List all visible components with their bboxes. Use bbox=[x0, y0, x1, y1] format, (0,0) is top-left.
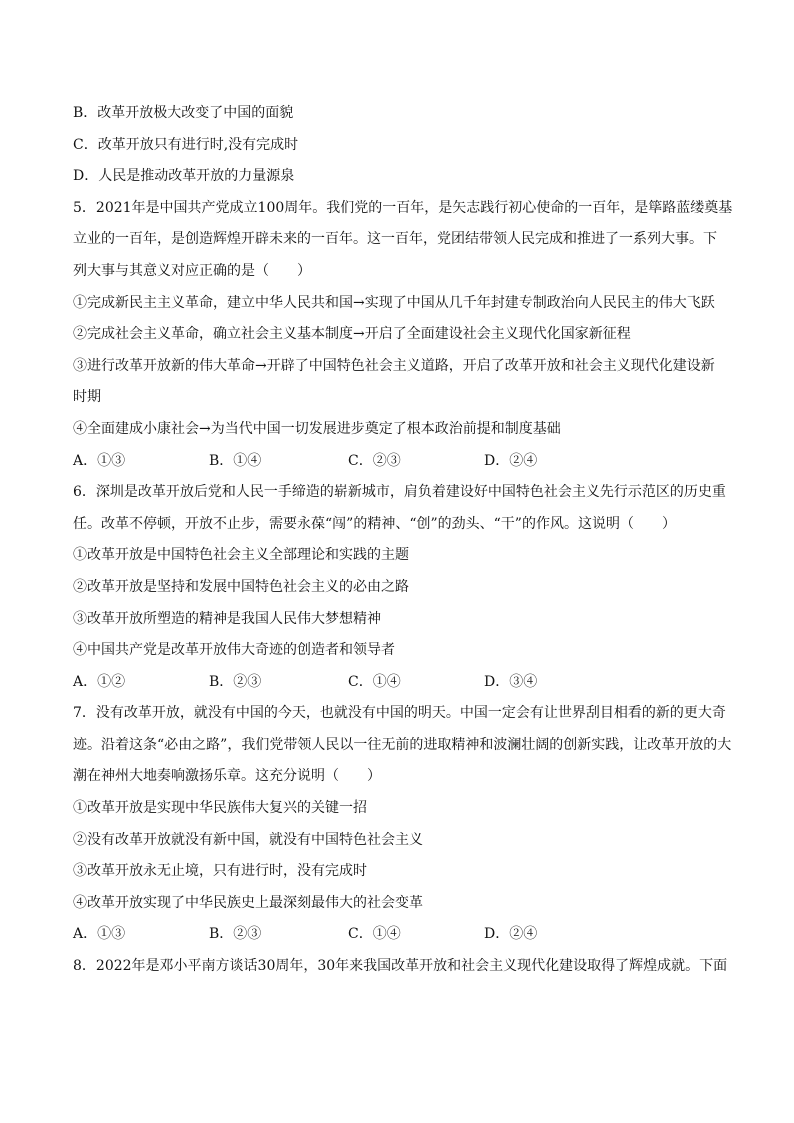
q7-statement-2: ②没有改革开放就没有新中国，就没有中国特色社会主义 bbox=[73, 831, 423, 848]
q6-statement-4: ④中国共产党是改革开放伟大奇迹的创造者和领导者 bbox=[73, 642, 395, 659]
q5-stem-line-3: 列大事与其意义对应正确的是（ ） bbox=[73, 262, 311, 279]
q5-statement-3-cont: 时期 bbox=[73, 389, 101, 406]
q6-statement-2: ②改革开放是坚持和发展中国特色社会主义的必由之路 bbox=[73, 578, 409, 595]
q6-choice-b: B．②③ bbox=[209, 673, 262, 690]
q6-choice-c: C．①④ bbox=[348, 673, 401, 690]
q7-stem-line-1: 7．没有改革开放，就没有中国的今天，也就没有中国的明天。中国一定会有让世界刮目相看的新的更大奇 bbox=[73, 705, 726, 722]
q5-stem-line-1: 5．2021年是中国共产党成立100周年。我们党的一百年，是矢志践行初心使命的一百年，是筚路蓝缕奠基 bbox=[73, 199, 733, 216]
q7-statement-3: ③改革开放永无止境，只有进行时，没有完成时 bbox=[73, 863, 367, 880]
q6-statement-3: ③改革开放所塑造的精神是我国人民伟大梦想精神 bbox=[73, 610, 381, 627]
q6-stem-line-1: 6．深圳是改革开放后党和人民一手缔造的崭新城市，肩负着建设好中国特色社会主义先行示范区的历史重 bbox=[73, 484, 726, 501]
q7-statement-4: ④改革开放实现了中华民族史上最深刻最伟大的社会变革 bbox=[73, 894, 423, 911]
exam-page bbox=[73, 98, 733, 983]
q7-choice-c: C．①④ bbox=[348, 926, 401, 943]
q5-statement-4: ④全面建成小康社会→为当代中国一切发展进步奠定了根本政治前提和制度基础 bbox=[73, 420, 561, 437]
q6-statement-1: ①改革开放是中国特色社会主义全部理论和实践的主题 bbox=[73, 547, 409, 564]
q7-stem-line-3: 潮在神州大地奏响激扬乐章。这充分说明（ ） bbox=[73, 768, 381, 785]
q5-choice-c: C．②③ bbox=[348, 452, 401, 469]
q6-choices bbox=[73, 667, 723, 699]
q6-choice-d: D．③④ bbox=[484, 673, 538, 690]
q5-statement-1: ①完成新民主主义革命，建立中华人民共和国→实现了中国从几千年封建专制政治向人民民主的伟大飞跃 bbox=[73, 294, 715, 311]
q7-stem-line-2: 迹。沿着这条“必由之路”，我们党带领人民以一往无前的进取精神和波澜壮阔的创新实践，让改革开放的大 bbox=[73, 736, 732, 753]
q5-choice-a: A．①③ bbox=[73, 452, 126, 469]
q5-choice-b: B．①④ bbox=[209, 452, 262, 469]
q7-choice-a: A．①③ bbox=[73, 926, 126, 943]
q6-choice-a: A．①② bbox=[73, 673, 126, 690]
q4-option-d: D．人民是推动改革开放的力量源泉 bbox=[73, 168, 295, 185]
q7-statement-1: ①改革开放是实现中华民族伟大复兴的关键一招 bbox=[73, 800, 367, 817]
q6-stem-line-2: 任。改革不停顿，开放不止步，需要永葆“闯”的精神、“创”的劲头、“干”的作风。这说明（ ） bbox=[73, 515, 676, 532]
q7-choices bbox=[73, 919, 723, 951]
q7-choice-d: D．②④ bbox=[484, 926, 538, 943]
q5-choices bbox=[73, 446, 723, 478]
q7-choice-b: B．②③ bbox=[209, 926, 262, 943]
q8-stem-line-1: 8．2022年是邓小平南方谈话30周年，30年来我国改革开放和社会主义现代化建设取得了辉煌成就。下面 bbox=[73, 958, 728, 975]
q5-statement-2: ②完成社会主义革命，确立社会主义基本制度→开启了全面建设社会主义现代化国家新征程 bbox=[73, 326, 631, 343]
q5-stem-line-2: 立业的一百年，是创造辉煌开辟未来的一百年。这一百年，党团结带领人民完成和推进了一系列大事。下 bbox=[73, 231, 717, 248]
q4-option-b: B．改革开放极大改变了中国的面貌 bbox=[73, 105, 294, 121]
q4-option-c: C．改革开放只有进行时,没有完成时 bbox=[73, 136, 299, 153]
q5-choice-d: D．②④ bbox=[484, 452, 538, 469]
q5-statement-3: ③进行改革开放新的伟大革命→开辟了中国特色社会主义道路，开启了改革开放和社会主义现代化建设新 bbox=[73, 357, 715, 374]
